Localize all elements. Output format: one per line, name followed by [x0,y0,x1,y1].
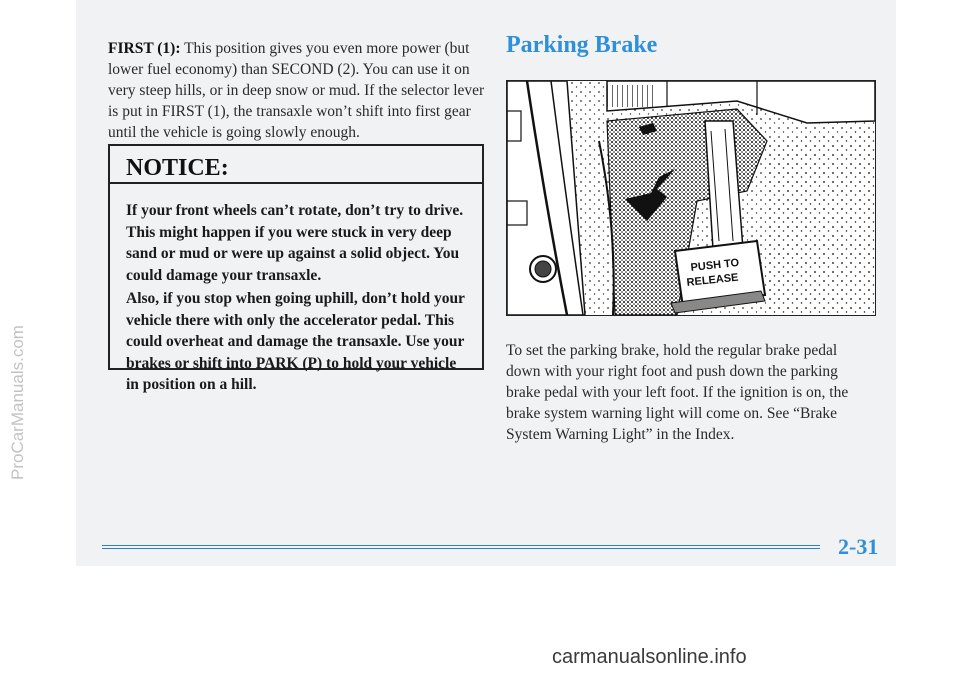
notice-paragraph: Also, if you stop when going uphill, don’t hold your vehicle there with only the accelerator pedal. This could overheat and damage the transaxle. Use your brakes or shift into PARK (P) to hold your vehicle in position on a hill. [126,290,465,393]
parking-brake-text: To set the parking brake, hold the regular brake pedal down with your right foot and push down the parking brake pedal with your left foot. If the ignition is on, the brake system warning light will come on. See “Brake System Warning Light” in the Index. [506,342,849,443]
pedal-label-release: RELEASE [686,271,739,289]
notice-paragraph: If your front wheels can’t rotate, don’t try to drive. This might happen if you were stuck in very deep sand or mud or were up against a solid object. You could damage your transaxle. [126,202,464,284]
footer-rule [102,545,820,548]
first-gear-lead: FIRST (1): [108,40,181,57]
pedal-label-push: PUSH TO [690,256,740,274]
section-title: Parking Brake [506,32,658,58]
watermark-side: ProCarManuals.com [8,325,27,480]
parking-brake-drawing [507,81,875,315]
notice-body [110,184,482,396]
first-gear-text: This position gives you even more power (but lower fuel economy) than SECOND (2). You can use it on very steep hills, or in deep snow or mud. If the selector lever is put in FIRST (1), the transaxle won’t shift into first gear until the vehicle is going slowly enough. [108,40,485,141]
watermark-bottom: carmanualsonline.info [552,646,747,668]
parking-brake-illustration [506,80,876,316]
page-number: 2-31 [838,534,879,559]
notice-heading: NOTICE: [110,146,482,184]
first-gear-paragraph [108,38,486,143]
notice-box [108,144,484,393]
